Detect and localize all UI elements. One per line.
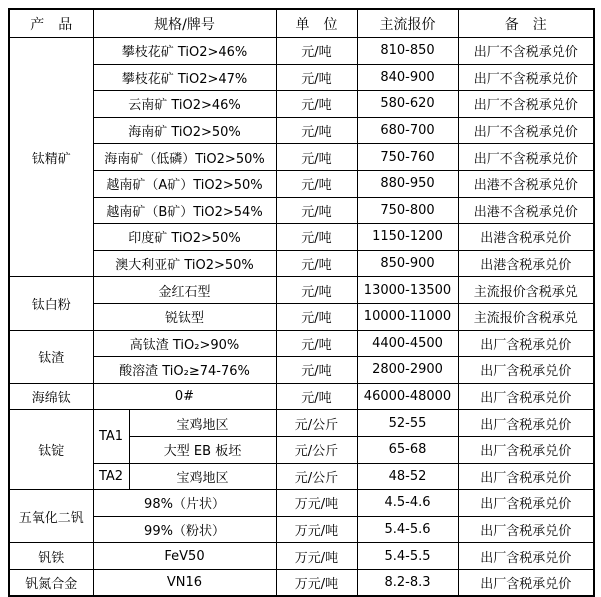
spec-cell: FeV50 — [93, 543, 276, 570]
spec-cell: 攀枝花矿 TiO2>47% — [93, 64, 276, 91]
remark-cell: 出厂含税承兑价 — [458, 383, 594, 410]
unit-cell: 元/吨 — [276, 117, 357, 144]
spec-cell: 酸溶渣 TiO₂≥74-76% — [93, 357, 276, 384]
remark-cell: 出厂不含税承兑价 — [458, 64, 594, 91]
unit-cell: 万元/吨 — [276, 490, 357, 517]
spec-cell: 99%（粉状） — [93, 516, 276, 543]
spec-cell: 云南矿 TiO2>46% — [93, 91, 276, 118]
remark-cell: 出厂含税承兑价 — [458, 569, 594, 596]
spec-cell: 0# — [93, 383, 276, 410]
remark-cell: 出厂含税承兑价 — [458, 463, 594, 490]
table-row — [9, 330, 594, 357]
unit-cell: 元/吨 — [276, 197, 357, 224]
spec-cell: 澳大利亚矿 TiO2>50% — [93, 250, 276, 277]
grade-cell: TA2 — [93, 463, 129, 490]
quote-cell: 750-800 — [357, 197, 458, 224]
remark-cell: 出港含税承兑价 — [458, 250, 594, 277]
quote-cell: 4400-4500 — [357, 330, 458, 357]
product-group-cell: 钛精矿 — [9, 38, 93, 277]
remark-cell: 出厂含税承兑价 — [458, 516, 594, 543]
quote-cell: 48-52 — [357, 463, 458, 490]
unit-cell: 元/吨 — [276, 224, 357, 251]
table-row — [9, 277, 594, 304]
table-row — [9, 250, 594, 277]
unit-cell: 元/吨 — [276, 383, 357, 410]
unit-cell: 元/吨 — [276, 64, 357, 91]
unit-cell: 元/公斤 — [276, 436, 357, 463]
table-row — [9, 144, 594, 171]
product-group-cell: 五氧化二钒 — [9, 490, 93, 543]
quote-cell: 580-620 — [357, 91, 458, 118]
header-unit: 单 位 — [276, 9, 357, 38]
quote-cell: 750-760 — [357, 144, 458, 171]
quote-cell: 840-900 — [357, 64, 458, 91]
quote-cell: 10000-11000 — [357, 303, 458, 330]
remark-cell: 出厂不含税承兑价 — [458, 144, 594, 171]
remark-cell: 出厂不含税承兑价 — [458, 91, 594, 118]
table-row — [9, 383, 594, 410]
table-row — [9, 197, 594, 224]
unit-cell: 万元/吨 — [276, 543, 357, 570]
unit-cell: 万元/吨 — [276, 569, 357, 596]
remark-cell: 出厂含税承兑价 — [458, 543, 594, 570]
quote-cell: 850-900 — [357, 250, 458, 277]
spec-cell: 宝鸡地区 — [129, 410, 276, 437]
remark-cell: 出厂含税承兑价 — [458, 436, 594, 463]
spec-cell: 海南矿（低磷）TiO2>50% — [93, 144, 276, 171]
unit-cell: 元/吨 — [276, 250, 357, 277]
spec-cell: 越南矿（B矿）TiO2>54% — [93, 197, 276, 224]
quote-cell: 5.4-5.6 — [357, 516, 458, 543]
product-group-cell: 钒氮合金 — [9, 569, 93, 596]
unit-cell: 元/吨 — [276, 330, 357, 357]
quote-cell: 2800-2900 — [357, 357, 458, 384]
quote-cell: 46000-48000 — [357, 383, 458, 410]
product-group-cell: 海绵钛 — [9, 383, 93, 410]
price-table — [8, 8, 595, 597]
header-product: 产 品 — [9, 9, 93, 38]
table-header — [9, 9, 594, 38]
table-row — [9, 357, 594, 384]
spec-cell: 越南矿（A矿）TiO2>50% — [93, 170, 276, 197]
quote-cell: 1150-1200 — [357, 224, 458, 251]
unit-cell: 元/吨 — [276, 38, 357, 65]
quote-cell: 880-950 — [357, 170, 458, 197]
quote-cell: 13000-13500 — [357, 277, 458, 304]
spec-cell: 宝鸡地区 — [129, 463, 276, 490]
table-row — [9, 516, 594, 543]
table-row — [9, 117, 594, 144]
remark-cell: 出港不含税承兑价 — [458, 170, 594, 197]
table-row — [9, 91, 594, 118]
remark-cell: 主流报价含税承兑 — [458, 277, 594, 304]
quote-cell: 5.4-5.5 — [357, 543, 458, 570]
quote-cell: 810-850 — [357, 38, 458, 65]
spec-cell: 大型 EB 板坯 — [129, 436, 276, 463]
product-group-cell: 钛白粉 — [9, 277, 93, 330]
spec-cell: 98%（片状） — [93, 490, 276, 517]
remark-cell: 出厂含税承兑价 — [458, 330, 594, 357]
quote-cell: 65-68 — [357, 436, 458, 463]
table-row — [9, 490, 594, 517]
header-row — [9, 9, 594, 38]
remark-cell: 出厂不含税承兑价 — [458, 38, 594, 65]
remark-cell: 出港不含税承兑价 — [458, 197, 594, 224]
unit-cell: 元/公斤 — [276, 463, 357, 490]
spec-cell: 锐钛型 — [93, 303, 276, 330]
remark-cell: 出港含税承兑价 — [458, 224, 594, 251]
product-group-cell: 钛锭 — [9, 410, 93, 490]
quote-cell: 680-700 — [357, 117, 458, 144]
spec-cell: 海南矿 TiO2>50% — [93, 117, 276, 144]
quote-cell: 52-55 — [357, 410, 458, 437]
table-row — [9, 224, 594, 251]
unit-cell: 元/吨 — [276, 277, 357, 304]
unit-cell: 元/公斤 — [276, 410, 357, 437]
header-spec: 规格/牌号 — [93, 9, 276, 38]
header-quote: 主流报价 — [357, 9, 458, 38]
table-row — [9, 569, 594, 596]
table-row — [9, 463, 594, 490]
spec-cell: VN16 — [93, 569, 276, 596]
remark-cell: 主流报价含税承兑 — [458, 303, 594, 330]
table-row — [9, 543, 594, 570]
remark-cell: 出厂含税承兑价 — [458, 410, 594, 437]
product-group-cell: 钛渣 — [9, 330, 93, 383]
grade-cell: TA1 — [93, 410, 129, 463]
unit-cell: 元/吨 — [276, 91, 357, 118]
remark-cell: 出厂不含税承兑价 — [458, 117, 594, 144]
table-row — [9, 410, 594, 437]
table-row — [9, 64, 594, 91]
unit-cell: 元/吨 — [276, 144, 357, 171]
spec-cell: 攀枝花矿 TiO2>46% — [93, 38, 276, 65]
table-row — [9, 303, 594, 330]
table-row — [9, 170, 594, 197]
unit-cell: 万元/吨 — [276, 516, 357, 543]
spec-cell: 印度矿 TiO2>50% — [93, 224, 276, 251]
remark-cell: 出厂含税承兑价 — [458, 357, 594, 384]
spec-cell: 高钛渣 TiO₂>90% — [93, 330, 276, 357]
unit-cell: 元/吨 — [276, 170, 357, 197]
quote-cell: 8.2-8.3 — [357, 569, 458, 596]
unit-cell: 元/吨 — [276, 303, 357, 330]
unit-cell: 元/吨 — [276, 357, 357, 384]
quote-cell: 4.5-4.6 — [357, 490, 458, 517]
table-row — [9, 38, 594, 65]
spec-cell: 金红石型 — [93, 277, 276, 304]
product-group-cell: 钒铁 — [9, 543, 93, 570]
remark-cell: 出厂含税承兑价 — [458, 490, 594, 517]
header-remark: 备 注 — [458, 9, 594, 38]
